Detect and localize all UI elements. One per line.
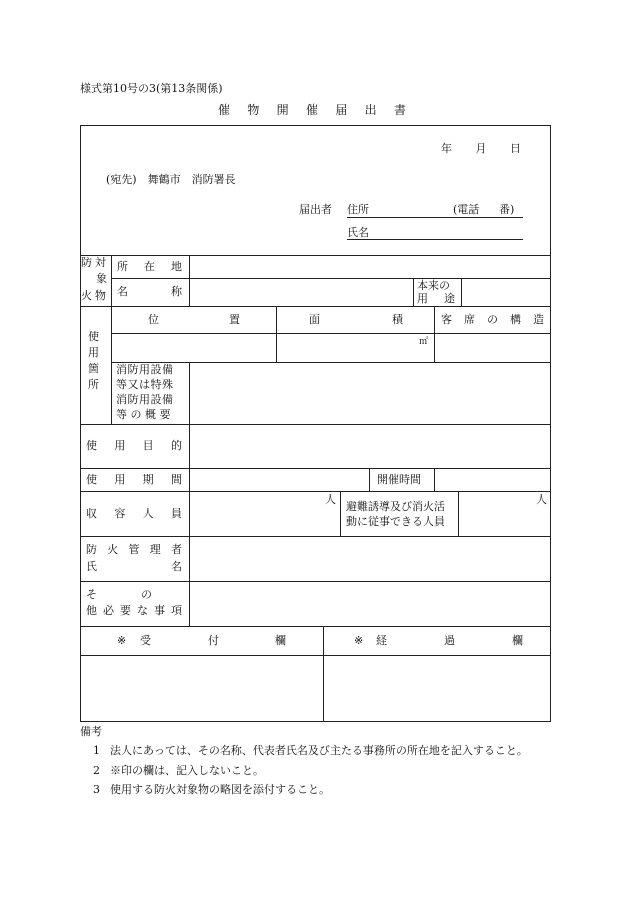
location-label: 所 在 地: [117, 260, 182, 273]
fire-manager-label-1: 防 火 管 理 者: [86, 543, 182, 556]
event-time-field[interactable]: [435, 469, 550, 491]
area-unit: ㎡: [419, 337, 429, 347]
period-field[interactable]: [190, 469, 369, 491]
location-field[interactable]: [190, 256, 550, 278]
capacity-label: 収 容 人 員: [86, 507, 182, 520]
divider: [369, 468, 370, 491]
period-label: 使 用 期 間: [86, 473, 182, 486]
address-field[interactable]: [347, 217, 523, 218]
phone-label: (電話: [453, 203, 480, 216]
event-time-label: 開催時間: [377, 473, 421, 486]
form-number: 様式第10号の3(第13条関係): [80, 82, 223, 95]
divider: [340, 491, 341, 536]
purpose-label: 使 用 目 的: [86, 439, 182, 452]
position-header: 位 置: [148, 313, 240, 326]
seating-field[interactable]: [435, 334, 550, 362]
equipment-field[interactable]: [190, 363, 550, 424]
divider: [80, 626, 551, 627]
address-label: 住所: [347, 203, 369, 216]
progress-field[interactable]: [324, 656, 550, 721]
evac-unit: 人: [536, 493, 547, 506]
capacity-field[interactable]: [190, 492, 340, 536]
addressee: (宛先) 舞鶴市 消防署長: [106, 173, 236, 186]
fire-manager-label-2: 氏 名: [86, 560, 182, 573]
evac-label-2: 動に従事できる人員: [346, 515, 445, 528]
form-title: 催 物 開 催 届 出 書: [218, 103, 406, 117]
name-label: 氏名: [347, 226, 369, 239]
other-field[interactable]: [190, 582, 550, 626]
name-row-label: 名 称: [117, 285, 182, 298]
original-use-label-2: 用 途: [417, 292, 455, 305]
original-use-label-1: 本来の: [417, 279, 450, 292]
capacity-unit: 人: [325, 493, 336, 506]
area-header: 面 積: [309, 313, 403, 326]
divider: [80, 306, 551, 307]
original-use-field[interactable]: [462, 279, 550, 306]
name-field[interactable]: [347, 239, 523, 240]
date-fields[interactable]: 年 月 日: [441, 142, 521, 155]
reception-field[interactable]: [81, 656, 323, 721]
notifier-label: 届出者: [299, 203, 332, 216]
position-field[interactable]: [112, 334, 276, 362]
purpose-field[interactable]: [190, 425, 550, 468]
object-name-field[interactable]: [190, 279, 412, 306]
divider: [413, 278, 414, 306]
other-label-2: 他 必 要 な 事 項: [86, 604, 182, 617]
notes-heading: 備考: [80, 725, 102, 738]
seating-header: 客 席 の 構 造: [441, 313, 544, 326]
phone-suffix: 番): [499, 203, 515, 216]
fire-manager-field[interactable]: [190, 537, 550, 581]
evac-label-1: 避難誘導及び消火活: [346, 500, 445, 513]
area-field[interactable]: [277, 334, 434, 362]
